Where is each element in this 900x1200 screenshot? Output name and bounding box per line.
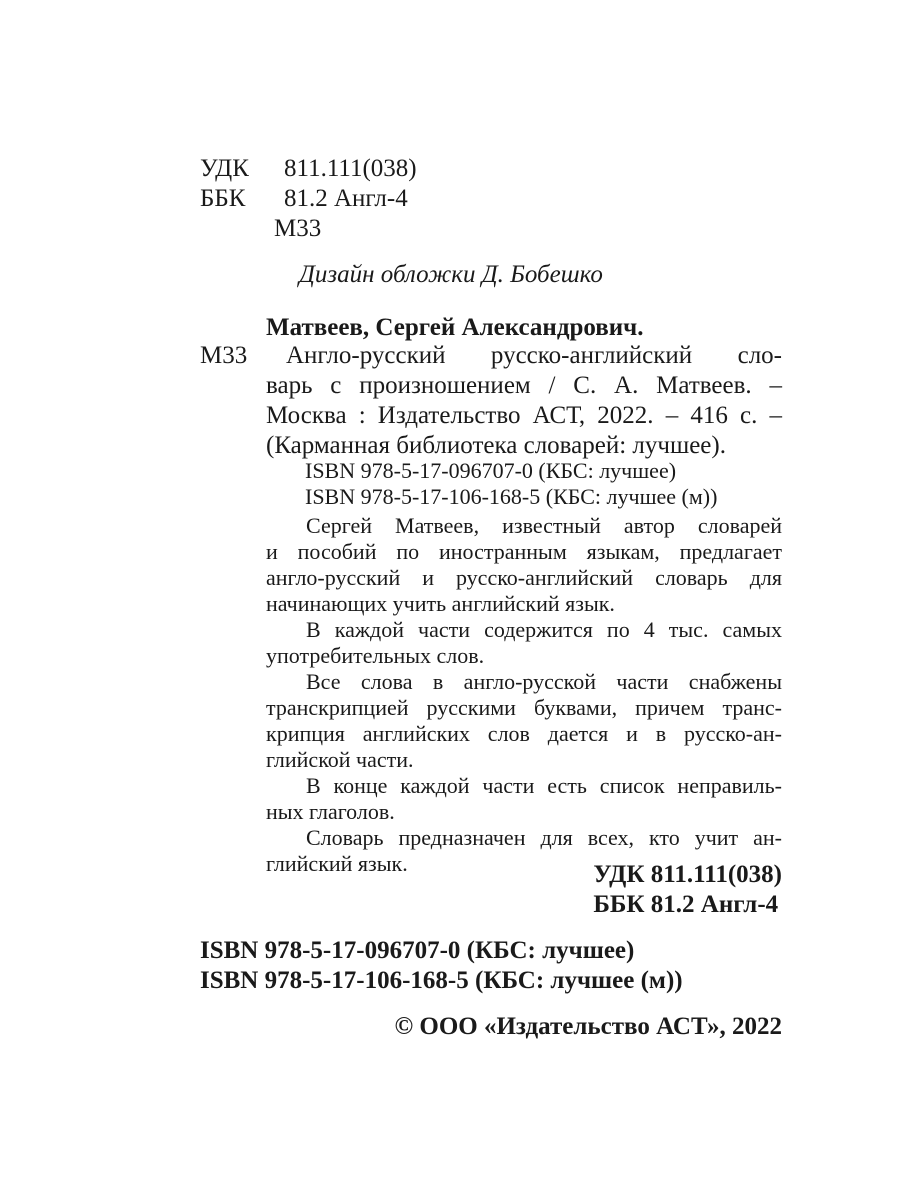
annotation-line: крипция английских слов дается и в русско-ан- bbox=[266, 721, 782, 746]
cover-design-credit: Дизайн обложки Д. Бобешко bbox=[299, 261, 603, 288]
isbn-line: ISBN 978-5-17-096707-0 (КБС: лучшее) bbox=[305, 458, 677, 483]
annotation-line: транскрипцией русскими буквами, причем транс- bbox=[266, 695, 782, 720]
isbn-line: ISBN 978-5-17-106-168-5 (КБС: лучшее (м)) bbox=[305, 484, 718, 509]
annotation bbox=[266, 513, 782, 877]
copyright-notice: © ООО «Издательство АСТ», 2022 bbox=[394, 1013, 782, 1040]
annotation-line: Все слова в англо-русской части снабжены bbox=[306, 669, 782, 694]
isbn-line: ISBN 978-5-17-106-168-5 (КБС: лучшее (м)) bbox=[200, 967, 683, 994]
udk-value: 811.111(038) bbox=[284, 155, 417, 182]
description-line: (Карманная библиотека словарей: лучшее). bbox=[266, 432, 726, 459]
bibliographic-description bbox=[266, 341, 782, 461]
annotation-line: начинающих учить английский язык. bbox=[266, 591, 615, 616]
annotation-line: и пособий по иностранным языкам, предлагает bbox=[266, 539, 782, 564]
isbn-list-bottom bbox=[200, 936, 683, 996]
bottom-udk: УДК 811.111(038) bbox=[593, 861, 782, 888]
bottom-bbk: ББК 81.2 Англ-4 bbox=[593, 891, 779, 918]
annotation-line: Сергей Матвеев, известный автор словарей bbox=[306, 513, 782, 538]
annotation-line: англо-русский и русско-английский словарь для bbox=[266, 565, 782, 590]
annotation-line: употребительных слов. bbox=[266, 643, 485, 668]
isbn-line: ISBN 978-5-17-096707-0 (КБС: лучшее) bbox=[200, 937, 635, 964]
udk-label: УДК bbox=[200, 155, 249, 182]
bbk-label: ББК bbox=[200, 185, 246, 212]
annotation-line: Словарь предназначен для всех, кто учит ан- bbox=[306, 825, 782, 850]
description-line: варь с произношением / С. А. Матвеев. – bbox=[266, 372, 782, 399]
bbk-value: 81.2 Англ-4 bbox=[284, 185, 408, 212]
annotation-line: глийский язык. bbox=[266, 851, 408, 876]
author-sign-margin: М33 bbox=[200, 342, 248, 369]
annotation-line: В каждой части содержится по 4 тыс. самых bbox=[306, 617, 782, 642]
author-heading: Матвеев, Сергей Александрович. bbox=[266, 314, 644, 341]
annotation-line: В конце каждой части есть список неправиль- bbox=[306, 773, 782, 798]
description-line: Москва : Издательство АСТ, 2022. – 416 с. – bbox=[266, 402, 782, 429]
isbn-list-top bbox=[305, 458, 717, 510]
bottom-classification bbox=[593, 860, 782, 920]
annotation-line: ных глаголов. bbox=[266, 799, 395, 824]
description-line: Англо-русский русско-английский сло- bbox=[286, 342, 782, 369]
author-sign: М33 bbox=[274, 215, 322, 242]
annotation-line: глийской части. bbox=[266, 747, 414, 772]
